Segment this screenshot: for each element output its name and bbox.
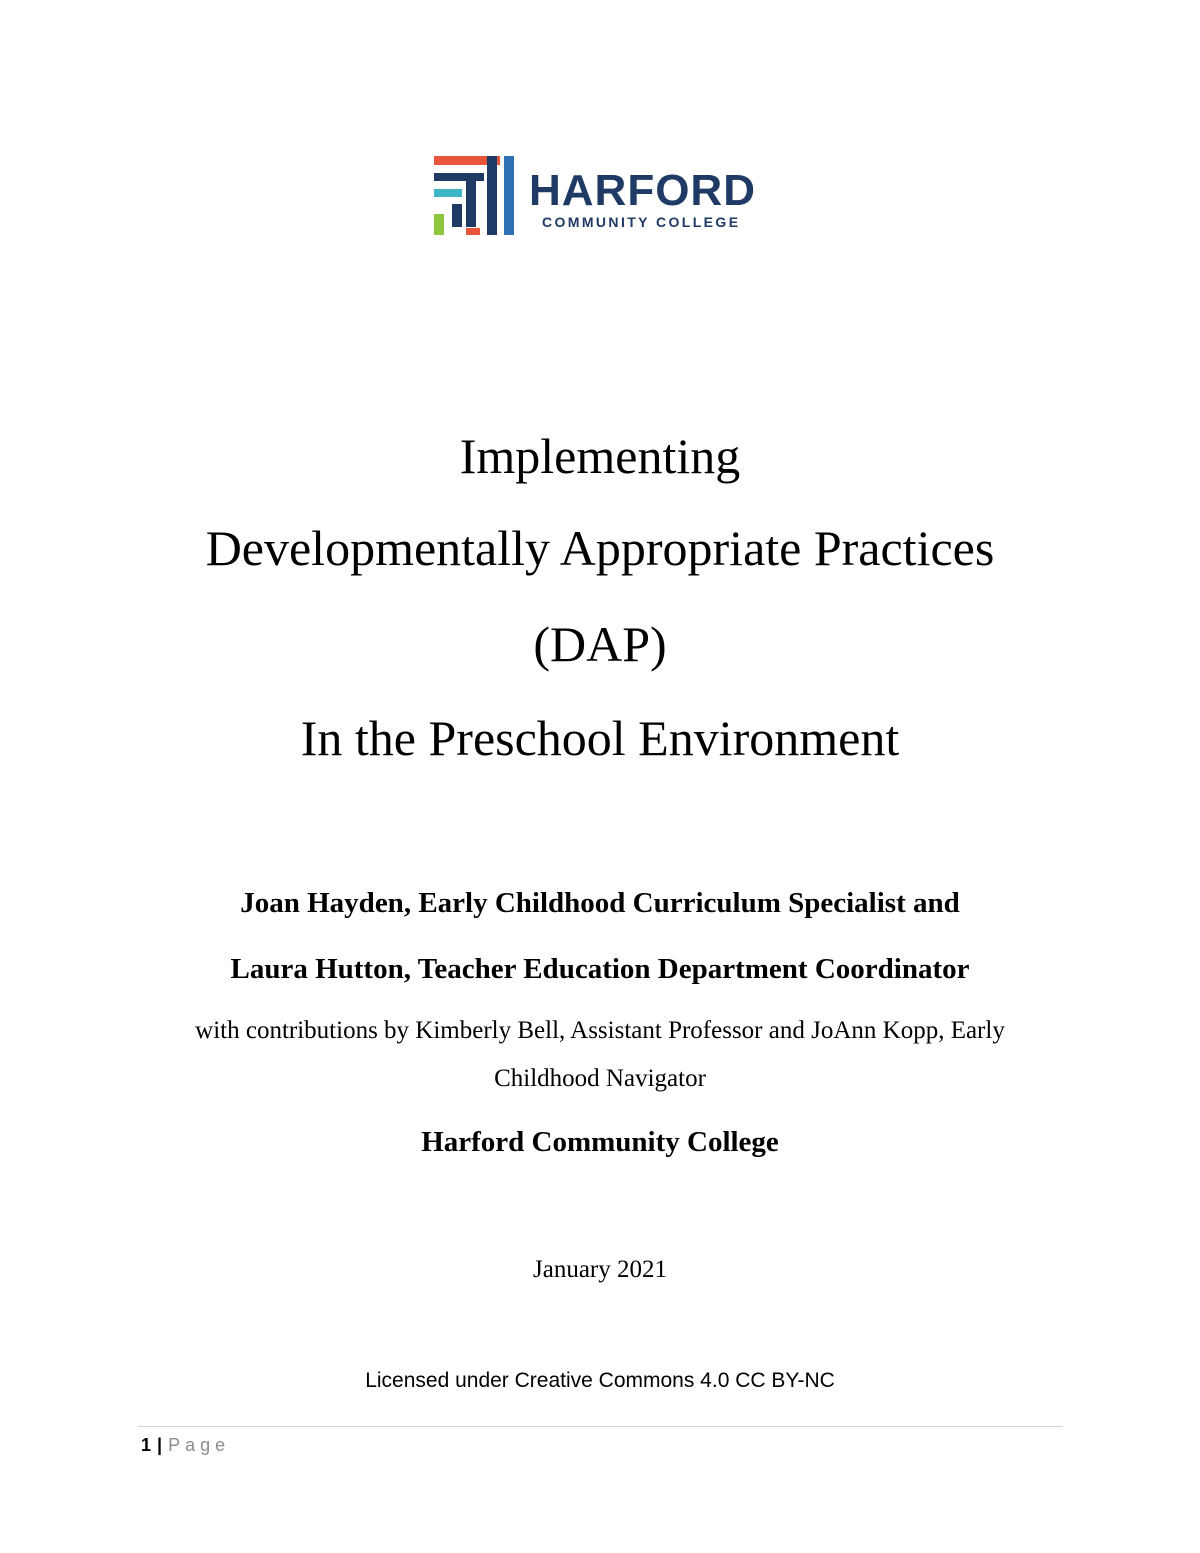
publication-date: January 2021 [533,1256,667,1283]
logo-bar-navy-short [452,204,462,227]
logo-bar-navy-top [434,173,484,181]
logo-bar-teal [434,189,462,197]
logo-bar-green [434,214,444,235]
footer-separator: | [157,1435,163,1455]
license-text: Licensed under Creative Commons 4.0 CC BY-NC [365,1369,835,1392]
logo-bar-navy-tall [487,156,497,235]
title-line-3: (DAP) [533,616,667,672]
contributions-line-1: with contributions by Kimberly Bell, Assistant Professor and JoAnn Kopp, Early [195,1017,1005,1044]
contributions-line-2: Childhood Navigator [494,1065,706,1092]
title-line-1: Implementing [459,428,741,484]
page-number: 1 [141,1435,152,1455]
title-line-2: Developmentally Appropriate Practices [205,520,995,576]
author-2: Laura Hutton, Teacher Education Department Coordinator [230,953,970,985]
harford-logo [432,152,762,240]
logo-bar-navy-stem [466,173,476,227]
logo-bar-blue [504,156,514,235]
page-label: Page [168,1435,231,1455]
institution-name: Harford Community College [421,1126,779,1158]
author-1: Joan Hayden, Early Childhood Curriculum Specialist and [240,887,960,919]
footer-divider [138,1426,1063,1427]
logo-wordmark: HARFORD [529,166,756,215]
title-line-4: In the Preschool Environment [300,710,900,766]
logo-bar-orange-bottom [466,228,480,235]
page-footer [141,1433,230,1457]
logo-subtitle: COMMUNITY COLLEGE [542,214,741,230]
